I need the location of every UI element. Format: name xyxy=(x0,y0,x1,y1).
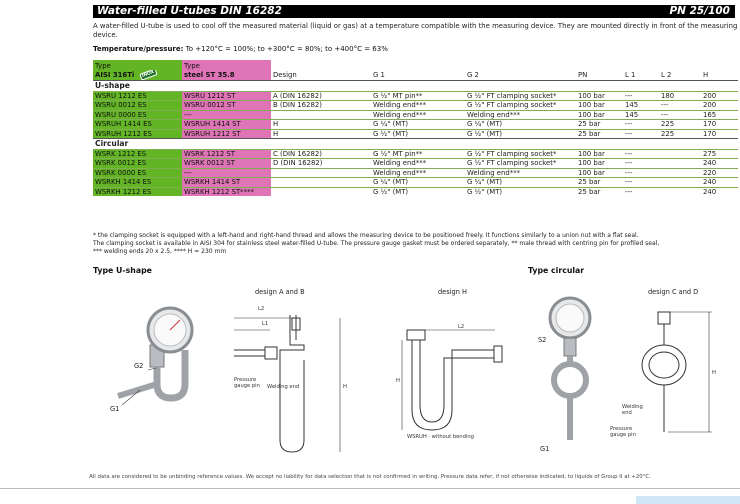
table-cell: 100 bar xyxy=(576,150,623,159)
table-cell: Welding end*** xyxy=(371,159,465,168)
table-cell: 25 bar xyxy=(576,178,623,187)
welding-end-label-cd: Welding end xyxy=(622,404,643,416)
footer-rule xyxy=(0,488,740,489)
table-cell: WSRU 1212 ES xyxy=(93,92,182,101)
table-cell: 145 xyxy=(623,110,659,119)
table-cell: 240 xyxy=(701,187,738,196)
col-header: G 2 xyxy=(467,70,479,79)
table-cell: 100 bar xyxy=(576,168,623,177)
table-cell: 25 bar xyxy=(576,120,623,129)
table-cell: --- xyxy=(182,110,271,119)
section-label: U-shape xyxy=(93,81,182,92)
table-cell: G ½" FT clamping socket* xyxy=(465,159,576,168)
table-cell: 240 xyxy=(701,159,738,168)
table-cell: 100 bar xyxy=(576,101,623,110)
table-cell: 220 xyxy=(701,168,738,177)
table-cell: Welding end*** xyxy=(371,110,465,119)
temperature-values: To +120°C = 100%; to +300°C = 80%; to +400°C = 63% xyxy=(185,45,388,53)
page-tab xyxy=(636,496,740,504)
l2-dimension: L2 xyxy=(258,306,265,312)
design-h-label: design H xyxy=(438,288,467,296)
table-cell: WSRKH 1212 ST**** xyxy=(182,187,271,196)
table-cell: WSRUH 1212 ES xyxy=(93,129,182,138)
table-cell: WSRK 0000 ES xyxy=(93,168,182,177)
col-header: G 1 xyxy=(373,70,385,79)
table-cell: WSRKH 1212 ES xyxy=(93,187,182,196)
table-cell: H xyxy=(271,120,371,129)
table-cell: Welding end*** xyxy=(371,168,465,177)
circular-section-title: Type circular xyxy=(528,266,585,275)
table-cell: C (DIN 16282) xyxy=(271,150,371,159)
table-cell: WSRK 1212 ST xyxy=(182,150,271,159)
table-cell: H xyxy=(271,129,371,138)
g1-circular-callout: G1 xyxy=(540,445,550,453)
h-dimension-cd: H xyxy=(712,370,716,376)
table-cell: G ½" (MT) xyxy=(465,129,576,138)
table-cell: --- xyxy=(623,159,659,168)
table-cell: 100 bar xyxy=(576,92,623,101)
table-cell: --- xyxy=(623,92,659,101)
page-title: Water-filled U-tubes DIN 16282 xyxy=(97,5,282,17)
table-cell: WSRKH 1414 ST xyxy=(182,178,271,187)
circular-photo xyxy=(550,298,590,440)
col-header: H xyxy=(703,70,709,79)
table-cell: --- xyxy=(623,187,659,196)
table-cell: WSRKH 1414 ES xyxy=(93,178,182,187)
table-cell: Welding end*** xyxy=(371,101,465,110)
table-cell: WSRU 1212 ST xyxy=(182,92,271,101)
type-b-material: steel ST 35.8 xyxy=(182,70,271,81)
col-header: Design xyxy=(273,70,297,79)
table-cell: G ½" FT clamping socket* xyxy=(465,92,576,101)
table-cell: --- xyxy=(659,101,701,110)
l1-dimension: L1 xyxy=(262,321,269,327)
table-cell: 240 xyxy=(701,178,738,187)
disclaimer: All data are considered to be unbinding reference values. We accept no liability for data selection that is not confirmed in writing. Pressure data refer, if not otherwise indicated, to liquids of Group II at +20°C. xyxy=(89,474,651,480)
table-cell: B (DIN 16282) xyxy=(271,101,371,110)
table-cell: WSRK 0012 ES xyxy=(93,159,182,168)
footnote-line: *** welding ends 20 x 2.5, **** H = 230 mm xyxy=(93,248,227,256)
type-a-material: AISI 316Ti INOX xyxy=(93,70,182,81)
table-cell: WSRU 0000 ES xyxy=(93,110,182,119)
table-cell: G ¼" (MT) xyxy=(371,120,465,129)
design-cd-drawing xyxy=(642,312,712,432)
welding-end-label: Welding end xyxy=(267,384,300,390)
table-cell: 100 bar xyxy=(576,159,623,168)
table-cell: G ¼" (MT) xyxy=(465,178,576,187)
table-cell: 225 xyxy=(659,129,701,138)
col-header: L 1 xyxy=(625,70,636,79)
type-a-label: Type xyxy=(93,60,182,70)
table-cell: G ½" (MT) xyxy=(371,187,465,196)
table-cell: --- xyxy=(182,168,271,177)
l2-dimension-h: L2 xyxy=(458,324,465,330)
pressure-gauge-pin-label: Pressure gauge pin xyxy=(234,377,260,389)
table-cell: G ¼" (MT) xyxy=(371,178,465,187)
table-cell: WSRUH 1414 ES xyxy=(93,120,182,129)
table-cell: Welding end*** xyxy=(465,110,576,119)
table-cell: 180 xyxy=(659,92,701,101)
type-b-label: Type xyxy=(182,60,271,70)
table-cell: 145 xyxy=(623,101,659,110)
table-cell: 170 xyxy=(701,129,738,138)
table-cell: WSRU 0012 ST xyxy=(182,101,271,110)
table-cell: 165 xyxy=(701,110,738,119)
h-dimension: H xyxy=(343,384,347,390)
wsruh-note: WSRUH · without bending xyxy=(407,434,474,440)
section-label: Circular xyxy=(93,139,182,150)
table-cell: 170 xyxy=(701,120,738,129)
temperature-label: Temperature/pressure: xyxy=(93,45,184,53)
col-header: L 2 xyxy=(661,70,672,79)
table-cell: G ½" MT pin** xyxy=(371,150,465,159)
design-ab-label: design A and B xyxy=(255,288,305,296)
s2-callout: S2 xyxy=(538,336,547,344)
table-cell: --- xyxy=(623,150,659,159)
table-cell: --- xyxy=(623,120,659,129)
h-dimension-h: H xyxy=(396,378,400,384)
table-cell: G ½" (MT) xyxy=(465,187,576,196)
table-cell: 200 xyxy=(701,101,738,110)
table-cell: 225 xyxy=(659,120,701,129)
table-cell: G ¼" (MT) xyxy=(465,120,576,129)
footnote-line: * the clamping socket is equipped with a left-hand and right-hand thread and allows the measuring device to be positioned freely. It functions similarly to a union nut with a flat seal. xyxy=(93,232,639,239)
table-cell: G ½" FT clamping socket* xyxy=(465,150,576,159)
table-cell: WSRUH 1414 ST xyxy=(182,120,271,129)
table-cell: G ½" MT pin** xyxy=(371,92,465,101)
ushape-photo xyxy=(118,308,192,405)
table-cell: 25 bar xyxy=(576,187,623,196)
pressure-gauge-pin-label-cd: Pressure gauge pin xyxy=(610,426,636,438)
table-cell: WSRK 1212 ES xyxy=(93,150,182,159)
table-cell: --- xyxy=(623,168,659,177)
table-cell: WSRUH 1212 ST xyxy=(182,129,271,138)
design-h-drawing xyxy=(402,330,502,430)
table-cell: --- xyxy=(623,129,659,138)
table-cell: G ½" (MT) xyxy=(371,129,465,138)
table-cell: 25 bar xyxy=(576,129,623,138)
table-cell: G ½" FT clamping socket* xyxy=(465,101,576,110)
table-cell: A (DIN 16282) xyxy=(271,92,371,101)
col-header: PN xyxy=(578,70,588,79)
table-cell: 200 xyxy=(701,92,738,101)
footnote-line: The clamping socket is available in AISI 304 for stainless steel water-filled U-tube. The pressure gauge gasket must be ordered separately, ** male thread with centring pin for profiled seal, xyxy=(93,240,660,248)
table-cell: 275 xyxy=(701,150,738,159)
ushape-section-title: Type U-shape xyxy=(93,266,152,275)
pressure-rating: PN 25/100 xyxy=(669,5,730,17)
table-cell: 100 bar xyxy=(576,110,623,119)
design-cd-label: design C and D xyxy=(648,288,699,296)
table-cell: Welding end*** xyxy=(465,168,576,177)
g1-callout: G1 xyxy=(110,405,120,413)
table-cell: WSRU 0012 ES xyxy=(93,101,182,110)
intro-text: A water-filled U-tube is used to cool off the measured material (liquid or gas) at a temperature compatible with the measuring device. They are mounted directly in front of the measuring device. xyxy=(93,22,738,39)
table-cell: WSRK 0012 ST xyxy=(182,159,271,168)
table-cell: D (DIN 16282) xyxy=(271,159,371,168)
inox-stamp: INOX xyxy=(140,70,158,81)
g2-callout: G2 xyxy=(134,362,144,370)
table-cell: --- xyxy=(659,110,701,119)
table-cell: --- xyxy=(623,178,659,187)
